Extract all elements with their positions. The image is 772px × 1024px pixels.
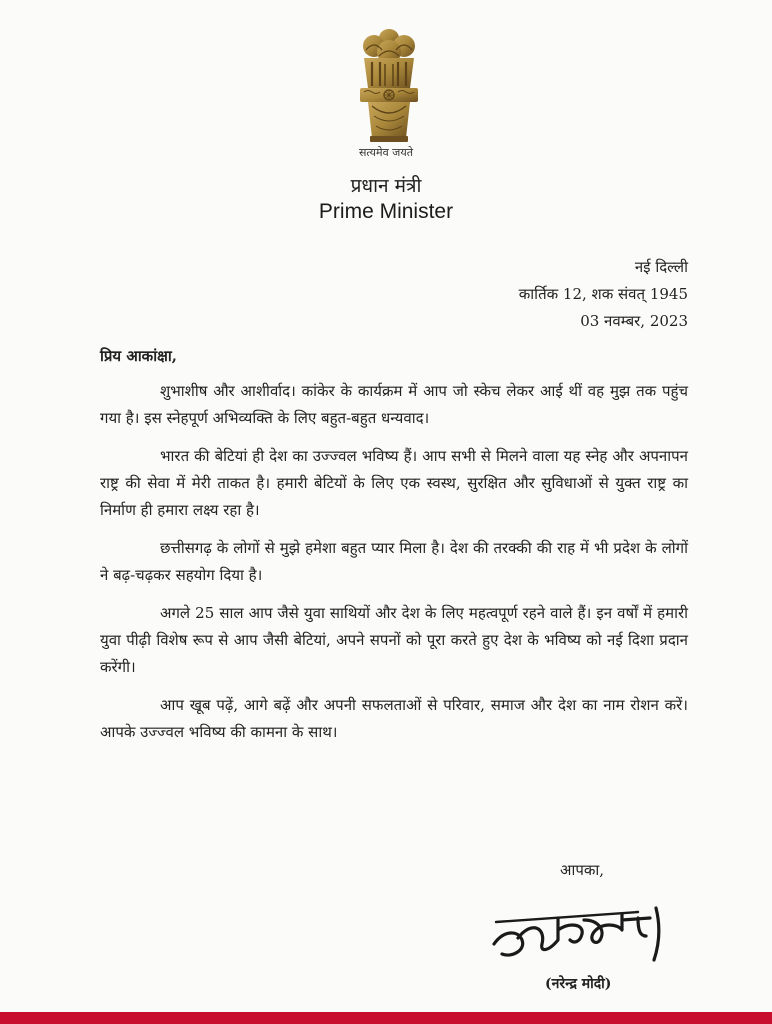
letter-body (100, 378, 688, 757)
paragraph: छत्तीसगढ़ के लोगों से मुझे हमेशा बहुत प्यार मिला है। देश की तरक्की की राह में भी प्रदेश के लोगों ने बढ़-चढ़कर सहयोग दिया है। (100, 539, 688, 584)
national-motto: सत्यमेव जयते (358, 146, 413, 159)
handwritten-signature-icon (488, 900, 688, 970)
paragraph: अगले 25 साल आप जैसे युवा साथियों और देश के लिए महत्वपूर्ण रहने वाले हैं। इन वर्षों में हमारी युवा पीढ़ी विशेष रूप से आप जैसी बेटियां, अपने सपनों को पूरा करते हुए देश के भविष्य को नई दिशा प्रदान करेंगी। (100, 604, 688, 676)
closing: आपका, (560, 861, 605, 879)
date-block (519, 254, 688, 335)
signatory-name: (नरेन्द्र मोदी) (545, 976, 612, 992)
salutation: प्रिय आकांक्षा, (100, 347, 177, 365)
shaka-date-line: कार्तिक 12, शक संवत् 1945 (518, 285, 688, 303)
office-title-english: Prime Minister (318, 200, 454, 223)
office-title-hindi: प्रधान मंत्री (350, 175, 422, 197)
place-line: नई दिल्ली (634, 258, 688, 276)
paragraph: शुभाशीष और आशीर्वाद। कांकेर के कार्यक्रम में आप जो स्केच लेकर आई थीं वह मुझ तक पहुंच गया है। इस स्नेहपूर्ण अभिव्यक्ति के लिए बहुत-बहुत धन्यवाद। (100, 382, 688, 427)
paragraph: आप खूब पढ़ें, आगे बढ़ें और अपनी सफलताओं से परिवार, समाज और देश का नाम रोशन करें। आपके उज्ज्वल भविष्य की कामना के साथ। (100, 696, 688, 741)
paragraph: भारत की बेटियां ही देश का उज्ज्वल भविष्य हैं। आप सभी से मिलने वाला यह स्नेह और अपनापन राष्ट्र की सेवा में मेरी ताकत है। हमारी बेटियों के लिए एक स्वस्थ, सुरक्षित और सुविधाओं से युक्त राष्ट्र का निर्माण ही हमारा लक्ष्य रहा है। (100, 447, 688, 519)
national-emblem-icon (352, 26, 426, 146)
bottom-red-bar (0, 1012, 772, 1024)
gregorian-date-line: 03 नवम्बर, 2023 (580, 312, 688, 330)
